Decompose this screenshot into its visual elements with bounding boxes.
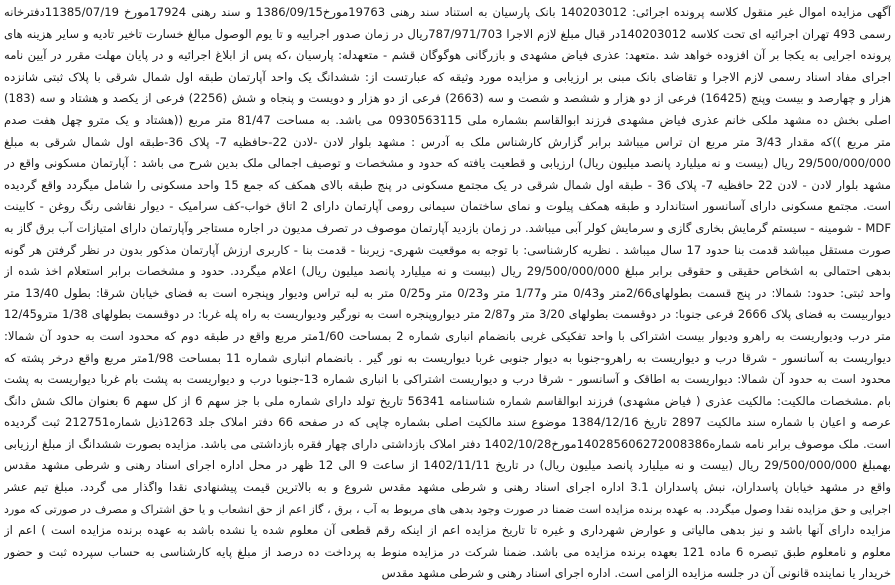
notice-line: است. مجتمع مسکونی دارای آسانسور استاندارد و طبقه همکف پیلوت و نمای ساختمان سیمانی رومی آپارتمان دارای 2 اتاق خواب-کف سرامیک - دیوار نقاشی رنگ روغن - کابینت xyxy=(4,199,891,214)
notice-line: دیواربیست به فضای پلاک 2666 فرعی جنوبا: در دوقسمت بطولهای 3/20 متر و2/87 متر دیواروپنجره است به نورگیر ودیواریست به راه پله غربا: در دوقسمت بطولهای 1/38 مترو12/45 xyxy=(4,307,891,322)
notice-line: عرصه و اعیان با شماره سند مالکیت 2897 تاریخ 1384/12/16 موضوع سند مالکیت اصلی بشماره چاپی که در صفحه 66 دفتر املاک جلد 1263ذیل شماره212751 ثبت گردیده xyxy=(4,415,891,430)
notice-line: اجرای مفاد اسناد رسمی لازم الاجرا و تقاضای بانک مبنی بر ارزیابی و مزایده مورد وثیقه که عبارتست از: ششدانگ یک واحد آپارتمان طبقه اول شمال شرقی با پلاک ثبتی شانزده xyxy=(4,69,891,84)
notice-line: واحد ثبتی: حدود: شمالا: در پنج قسمت بطولهای2/66متر و0/43 متر و1/77 متر و0/23 متر و0/25 متر به لبه تراس ودیوار وپنجره است به فضای خیابان شرقا: بطول 13/40 متر xyxy=(4,285,891,300)
notice-line: معلوم و نامعلوم طبق تبصره 6 ماده 121 بعهده برنده مزایده می باشد. ضمنا شرکت در مزایده منوط به پرداخت ده درصد از مبلغ پایه کارشناسی به حساب سپرده ثبت و حضور xyxy=(4,544,891,559)
notice-line: هزار و چهارصد و بیست وپنج (16425) فرعی از دو هزار و ششصد و شصت و سه (2663) فرعی از دو هزار و دویست و پنجاه و شش (2256) فرعی از یکصد و هشتاد و سه (183) xyxy=(4,91,891,106)
notice-line: رسمی 493 تهران اجرائیه ای تحت کلاسه 140203012در قبال مبلغ لازم الاجرا 787/971/703ریال در زمان صدور اجراییه و تا یوم الوصول مبالغ خسارت تاخیر تادیه و سایر هزینه های xyxy=(4,26,891,41)
notice-line: واقع در مشهد خیابان پاسداران، نبش پاسداران 3.1 اداره اجرای اسناد رهنی و شرطی مشهد مقدس شروع و به بالاترین قیمت پیشنهادی نقدا واگذار می گردد. مبلغ تیم عشر xyxy=(4,480,891,495)
notice-line: متر مربع ))که مقدار 3/43 متر مربع ان تراس میباشد برابر گزارش کارشناس ملک به آدرس : مشهد بلوار لادن -لادن 22-حافظیه 7- پلاک 36-طبقه اول شمال شرقی به مبلغ xyxy=(4,134,891,149)
notice-line: بهمبلغ 29/500/000/000 ریال (بیست و نه میلیارد پانصد میلیون ریال) در تاریخ 1402/11/11 از ساعت 9 الی 12 ظهر در محل اداره اجرای اسناد رهنی و شرطی مشهد مقدس xyxy=(4,458,891,473)
notice-line: محدود است به حدود آن شمالا: دیواریست به اطاقک و آسانسور - شرقا درب و دیواریست اشتراکی با انباری شماره 13-جنوبا درب و دیواریست به پشت بام غربا دیواریست به پشت xyxy=(4,372,891,387)
notice-line: دیواریست به آسانسور - شرقا درب و دیواریست به راهرو-جنوبا به دیوار جنوبی غربا دیواریست به نور گیر . بانضمام انباری شماره 11 بمساحت 1/98متر مربع واقع درخر پشته که xyxy=(4,350,891,365)
notice-line: MDF - شومینه - سیستم گرمایش بخاری گازی و سرمایش کولر آبی میباشد. در زمان بازدید آپارتمان موصوف در تصرف مدیون در اجاره مستاجر وآپارتمان دارای امتیازات آب برق گاز به xyxy=(4,220,891,235)
notice-line: اجرایی و حق مزایده نقدا وصول میگردد. به عهده برنده مزایده است ضمنا در صورت وجود بدهی های مربوط به آب ، برق ، گاز اعم از حق انشعاب و یا حق اشتراک و مصرف در صورتی که مورد xyxy=(4,502,891,516)
notice-line: مشهد بلوار لادن - لادن 22 حافظیه 7- پلاک 36 - طبقه اول شمال شرقی در یک مجتمع مسکونی در پنج طبقه بالای همکف که جمع 15 واحد مسکونی را شامل میگردد واقع گردیده xyxy=(4,177,891,192)
notice-line: مزایده دارای آنها باشد و نیز بدهی مالیاتی و عوارض شهرداری و غیره تا تاریخ مزایده اعم از اینکه رقم قطعی آن معلوم شده یا نشده باشد به عهده برنده مزایده است ) اعم از xyxy=(4,523,891,538)
notice-line: اصلی بخش ده مشهد ملکی خانم عذری فیاض مشهدی فرزند ابوالقاسم بشماره ملی 0930563115 می باشد. به مساحت 81/47 متر مربع ((هشتاد و یک مترو چهل هفت صدم xyxy=(4,112,891,127)
notice-line: متر درب ودیواریست به راهرو ودیوار بیست اشتراکی با واحد تفکیکی غربی بانضمام انباری شماره 2 بمساحت 1/60متر مربع واقع در طبقه دوم که محدود است به حدود آن شمالا: xyxy=(4,328,891,343)
notice-line: 29/500/000/000 ریال (بیست و نه میلیارد پانصد میلیون ریال) ارزیابی و قطعیت یافته که حدود و مشخصات و توصیف اجمالی ملک بدین شرح می باشد : آپارتمان مسکونی واقع در xyxy=(4,156,891,171)
notice-line: صورت مستقل میباشد قدمت بنا حدود 17 سال میباشد . نظریه کارشناسی: با توجه به موقعیت شهری- زیربنا - قدمت بنا - کاربری ارزش آپارتمان مذکور بدون در نظر گرفتن هر گونه xyxy=(4,242,891,257)
notice-line: بام .مشخصات مالکیت: مالکیت عذری ( فیاض مشهدی) فرزند ابوالقاسم شماره شناسنامه 56341 تاریخ تولد دارای شماره ملی با جز سهم 6 از کل سهم 6 بعنوان مالک شش دانگ xyxy=(4,393,891,408)
notice-line: است. ملک موصوف برابر نامه شماره140285606272008386مورخ1402/10/28 دفتر املاک بازداشتی دارای چهار فقره بازداشتی می باشد. مزایده بصورت ششدانگ از مبلغ ارزیابی xyxy=(4,436,891,451)
notice-line: بدهی احتمالی به اشخاص حقیقی و حقوقی برابر مبلغ 29/500/000/000 ریال (بیست و نه میلیارد پانصد میلیون ریال) اعلام میگردد. حدود و مشخصات برابر استعلام اخذ شده از xyxy=(4,264,891,279)
notice-line: پرونده اجرایی به یکجا بر آن افزوده خواهد شد .متعهد: عذری فیاض مشهدی و بازرگانی هوگوگان قشم - متعهدله: پارسیان ،که پس از ابلاغ اجرائیه و در پایان مهلت مقرر در آیین نامه xyxy=(4,48,891,63)
notice-line: خریدار یا نماینده قانونی آن در جلسه مزایده الزامی است. اداره اجرای اسناد رهنی و شرطی مشهد مقدس xyxy=(381,566,891,581)
notice-line: آگهی مزایده اموال غیر منقول کلاسه پرونده اجرائی: 140203012 بانک پارسیان به استناد سند رهنی 19763مورخ1386/09/15 و سند رهنی 17924مورخ 11385/07/19دفترخانه xyxy=(4,5,891,19)
